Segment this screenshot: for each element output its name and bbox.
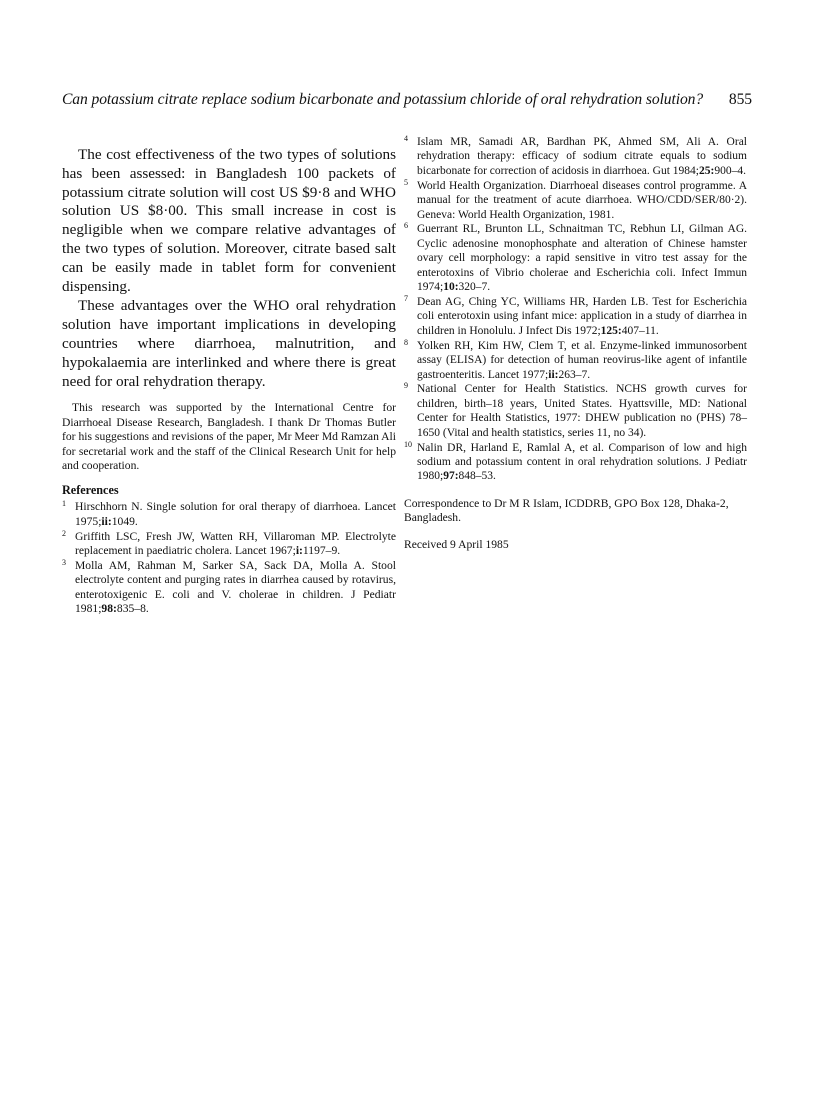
reference-text: Yolken RH, Kim HW, Clem T, et al. Enzyme-linked immunosorbent assay (ELISA) for detection of human reovirus-like agent of infantile gastroenteritis. Lancet 1977; (417, 339, 747, 381)
right-column (404, 135, 747, 552)
reference-pages: 835–8. (116, 602, 149, 616)
reference-pages: 848–53. (458, 470, 496, 483)
reference-7 (404, 295, 747, 338)
reference-number: 7 (404, 293, 408, 303)
reference-number: 6 (404, 221, 408, 231)
received-date: Received 9 April 1985 (404, 537, 509, 551)
reference-number: 8 (404, 337, 408, 347)
reference-text: Hirschhorn N. Single solution for oral therapy of diarrhoea. Lancet 1975; (75, 500, 396, 528)
reference-3 (62, 559, 396, 617)
reference-pages: 407–11. (621, 324, 659, 337)
reference-number: 10 (404, 439, 412, 449)
reference-volume: 125: (600, 324, 622, 337)
reference-volume: 97: (443, 470, 459, 483)
running-header (62, 91, 752, 113)
reference-6 (404, 222, 747, 294)
reference-9 (404, 382, 747, 440)
reference-pages: 1197–9. (302, 544, 341, 558)
left-column (62, 146, 396, 617)
reference-2 (62, 530, 396, 559)
running-title: Can potassium citrate replace sodium bicarbonate and potassium chloride of oral rehydration solution? (62, 91, 704, 108)
page-number: 855 (728, 91, 752, 108)
body-paragraph-1: The cost effectiveness of the two types of solutions has been assessed: in Bangladesh 100 packets of potassium citrate solution will cost US $9·8 and WHO solution US $8·00. This small increase in cost is negligible when we compare relative advantages of the two types of solution. Moreover, citrate based salt can be easily made in tablet form for convenient dispensing. (62, 146, 396, 295)
reference-pages: 263–7. (558, 368, 591, 381)
reference-1 (62, 500, 396, 529)
reference-text: Griffith LSC, Fresh JW, Watten RH, Villaroman MP. Electrolyte replacement in paediatric cholera. Lancet 1967; (75, 529, 396, 558)
reference-volume: ii: (548, 368, 559, 381)
reference-volume: 10: (443, 281, 459, 294)
reference-text: Nalin DR, Harland E, Ramlal A, et al. Comparison of low and high sodium and potassium content in oral rehydration solutions. J Pediatr 1980; (417, 441, 747, 483)
reference-number: 2 (62, 528, 66, 538)
reference-volume: 98: (101, 602, 117, 616)
reference-volume: ii: (101, 514, 112, 528)
reference-volume: i: (295, 544, 303, 558)
reference-pages: 900–4. (714, 164, 746, 177)
reference-text: Islam MR, Samadi AR, Bardhan PK, Ahmed SM, Ali A. Oral rehydration therapy: efficacy of sodium citrate equals to sodium bicarbonate for correction of acidosis in diarrhoea. Gut 1984; (417, 136, 747, 177)
reference-number: 4 (404, 134, 408, 143)
body-paragraph-2: These advantages over the WHO oral rehydration solution have important implications in developing countries where diarrhoea, malnutrition, and hypokalaemia are interlinked and where there is great need for oral rehydration therapy. (62, 297, 396, 390)
references-heading: References (62, 483, 119, 498)
reference-text: National Center for Health Statistics. NCHS growth curves for children, birth–18 years, United States. Hyattsville, MD: National Center for Health Statistics, 1977: DHEW publication no (PHS) 78–1650 (Vital and health statistics, series 11, no 34). (417, 383, 747, 439)
reference-4 (404, 135, 747, 178)
reference-text: Dean AG, Ching YC, Williams HR, Harden LB. Test for Escherichia coli enterotoxin using infant mice: application in a study of diarrhea in children in Honolulu. J Infect Dis 1972; (417, 295, 747, 337)
reference-pages: 1049. (111, 514, 138, 528)
reference-text: Molla AM, Rahman M, Sarker SA, Sack DA, Molla A. Stool electrolyte content and purging rates in diarrhea caused by rotavirus, enterotoxigenic E. coli and V. cholerae in children. J Pediatr 1981; (75, 559, 396, 616)
reference-number: 3 (62, 558, 66, 568)
reference-number: 1 (62, 499, 66, 509)
reference-10 (404, 441, 747, 484)
reference-text: Guerrant RL, Brunton LL, Schnaitman TC, Rebhun LI, Gilman AG. Cyclic adenosine monophosphate and alteration of Chinese hamster ovary cell morphology: a rapid sensitive in vitro test assay for the enterotoxins of Vibrio cholerae and Escherichia coli. Infect Immun 1974; (417, 223, 747, 294)
reference-number: 9 (404, 381, 408, 391)
acknowledgement: This research was supported by the International Centre for Diarrhoeal Disease Research, Bangladesh. I thank Dr Thomas Butler for his suggestions and revisions of the paper, Mr Meer Md Ramzan Ali for secretarial work and the staff of the Clinical Research Unit for help and cooperation. (62, 401, 396, 472)
reference-number: 5 (404, 177, 408, 187)
reference-volume: 25: (698, 164, 715, 177)
reference-text: World Health Organization. Diarrhoeal diseases control programme. A manual for the treatment of acute diarrhoea. WHO/CDD/SER/80·2). Geneva: World Health Organization, 1981. (417, 179, 747, 221)
reference-pages: 320–7. (458, 281, 491, 294)
correspondence: Correspondence to Dr M R Islam, ICDDRB, GPO Box 128, Dhaka-2, Bangladesh. (404, 496, 729, 525)
reference-5 (404, 179, 747, 222)
reference-8 (404, 339, 747, 382)
